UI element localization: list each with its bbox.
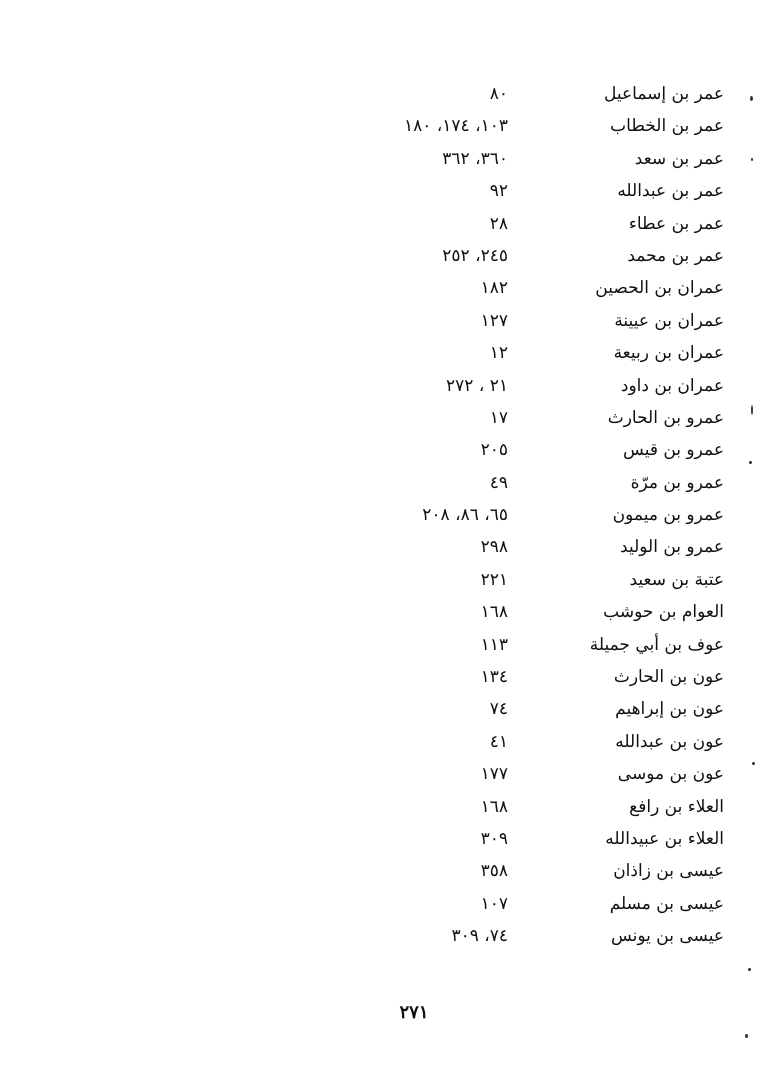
- entry-page-refs: ٧٤، ٣٠٩: [451, 926, 508, 947]
- index-entry: [0, 112, 758, 144]
- entry-page-refs: ١٢: [489, 343, 508, 364]
- scan-speck: [748, 968, 751, 971]
- entry-name: عمرو بن الوليد: [620, 537, 724, 558]
- entry-page-refs: ٣٥٨: [480, 861, 508, 882]
- page-number: ٢٧١: [399, 1002, 429, 1023]
- index-entry: [0, 404, 758, 436]
- entry-name: عيسى بن مسلم: [609, 893, 724, 914]
- index-entry: [0, 890, 758, 922]
- entry-page-refs: ١٣٤: [480, 667, 508, 688]
- entry-page-refs: ٢٤٥، ٢٥٢: [442, 245, 508, 266]
- entry-page-refs: ٧٤: [489, 699, 508, 720]
- entry-name: عمرو بن قيس: [623, 440, 724, 461]
- scan-speck: [752, 762, 755, 765]
- entry-page-refs: ١٧٧: [480, 764, 508, 785]
- entry-name: عون بن عبدالله: [615, 731, 724, 752]
- entry-name: عمر بن عبدالله: [617, 181, 724, 202]
- index-entry: [0, 598, 758, 630]
- entry-name: عمرو بن مرّة: [630, 472, 724, 493]
- entry-name: عمران بن داود: [620, 375, 724, 396]
- index-entry: [0, 760, 758, 792]
- index-entry: [0, 825, 758, 857]
- entry-name: عمر بن عطاء: [628, 213, 724, 234]
- scan-speck: [751, 405, 753, 415]
- scan-speck: [749, 461, 752, 464]
- entry-name: عمر بن سعد: [634, 148, 724, 169]
- entry-page-refs: ١٧: [489, 407, 508, 428]
- entry-name: عمر بن إسماعيل: [604, 84, 724, 104]
- entry-name: عمر بن محمد: [627, 245, 724, 266]
- entry-page-refs: ٦٥، ٨٦، ٢٠٨: [422, 505, 508, 526]
- entry-name: عمران بن الحصين: [595, 278, 724, 299]
- entry-name: العوام بن حوشب: [603, 602, 724, 623]
- entry-name: عيسى بن يونس: [610, 926, 724, 947]
- index-entry: [0, 695, 758, 727]
- entry-name: عيسى بن زاذان: [613, 861, 724, 882]
- index-entry: [0, 80, 758, 112]
- index-entry: [0, 274, 758, 306]
- index-entry: [0, 631, 758, 663]
- entry-name: عمرو بن الحارث: [607, 407, 724, 428]
- index-entry: [0, 307, 758, 339]
- entry-name: عون بن الحارث: [613, 667, 724, 688]
- entry-page-refs: ٢١ ، ٢٧٢: [446, 375, 508, 396]
- entry-name: عمر بن الخطاب: [610, 116, 724, 137]
- index-entry: [0, 857, 758, 889]
- index-entry: [0, 339, 758, 371]
- entry-page-refs: ٨٠: [489, 84, 508, 104]
- index-entry: [0, 210, 758, 242]
- index-entry: [0, 436, 758, 468]
- entry-page-refs: ٢٢١: [480, 569, 508, 590]
- entry-page-refs: ٢٠٥: [480, 440, 508, 461]
- scan-speck: [745, 1034, 748, 1038]
- name-index-list: [0, 80, 758, 955]
- index-entry: [0, 728, 758, 760]
- entry-name: عتبة بن سعيد: [629, 569, 724, 590]
- entry-page-refs: ١٦٨: [480, 602, 508, 623]
- entry-name: عمران بن عيينة: [614, 310, 724, 331]
- entry-name: العلاء بن عبيدالله: [605, 828, 724, 849]
- entry-page-refs: ٤١: [489, 731, 508, 752]
- entry-page-refs: ١٠٣، ١٧٤، ١٨٠: [404, 116, 508, 137]
- entry-name: عوف بن أبي جميلة: [589, 634, 724, 655]
- entry-page-refs: ٣٦٠، ٣٦٢: [442, 148, 508, 169]
- index-entry: [0, 372, 758, 404]
- index-entry: [0, 663, 758, 695]
- index-entry: [0, 533, 758, 565]
- entry-name: عون بن موسى: [617, 764, 724, 785]
- entry-page-refs: ٢٩٨: [480, 537, 508, 558]
- scan-speck: [751, 158, 753, 161]
- entry-name: عمرو بن ميمون: [612, 505, 724, 526]
- entry-page-refs: ١٢٧: [480, 310, 508, 331]
- index-entry: [0, 145, 758, 177]
- index-entry: [0, 242, 758, 274]
- scan-speck: [750, 96, 753, 101]
- index-entry: [0, 469, 758, 501]
- entry-page-refs: ١١٣: [480, 634, 508, 655]
- entry-page-refs: ٤٩: [489, 472, 508, 493]
- entry-page-refs: ٣٠٩: [480, 828, 508, 849]
- entry-page-refs: ١٨٢: [480, 278, 508, 299]
- index-entry: [0, 922, 758, 954]
- index-entry: [0, 566, 758, 598]
- entry-page-refs: ١٠٧: [480, 893, 508, 914]
- index-entry: [0, 177, 758, 209]
- entry-page-refs: ١٦٨: [480, 796, 508, 817]
- entry-name: عون بن إبراهيم: [615, 699, 724, 720]
- entry-page-refs: ٩٢: [489, 181, 508, 202]
- index-entry: [0, 793, 758, 825]
- entry-page-refs: ٢٨: [489, 213, 508, 234]
- index-entry: [0, 501, 758, 533]
- entry-name: العلاء بن رافع: [629, 796, 724, 817]
- entry-name: عمران بن ربيعة: [613, 343, 724, 364]
